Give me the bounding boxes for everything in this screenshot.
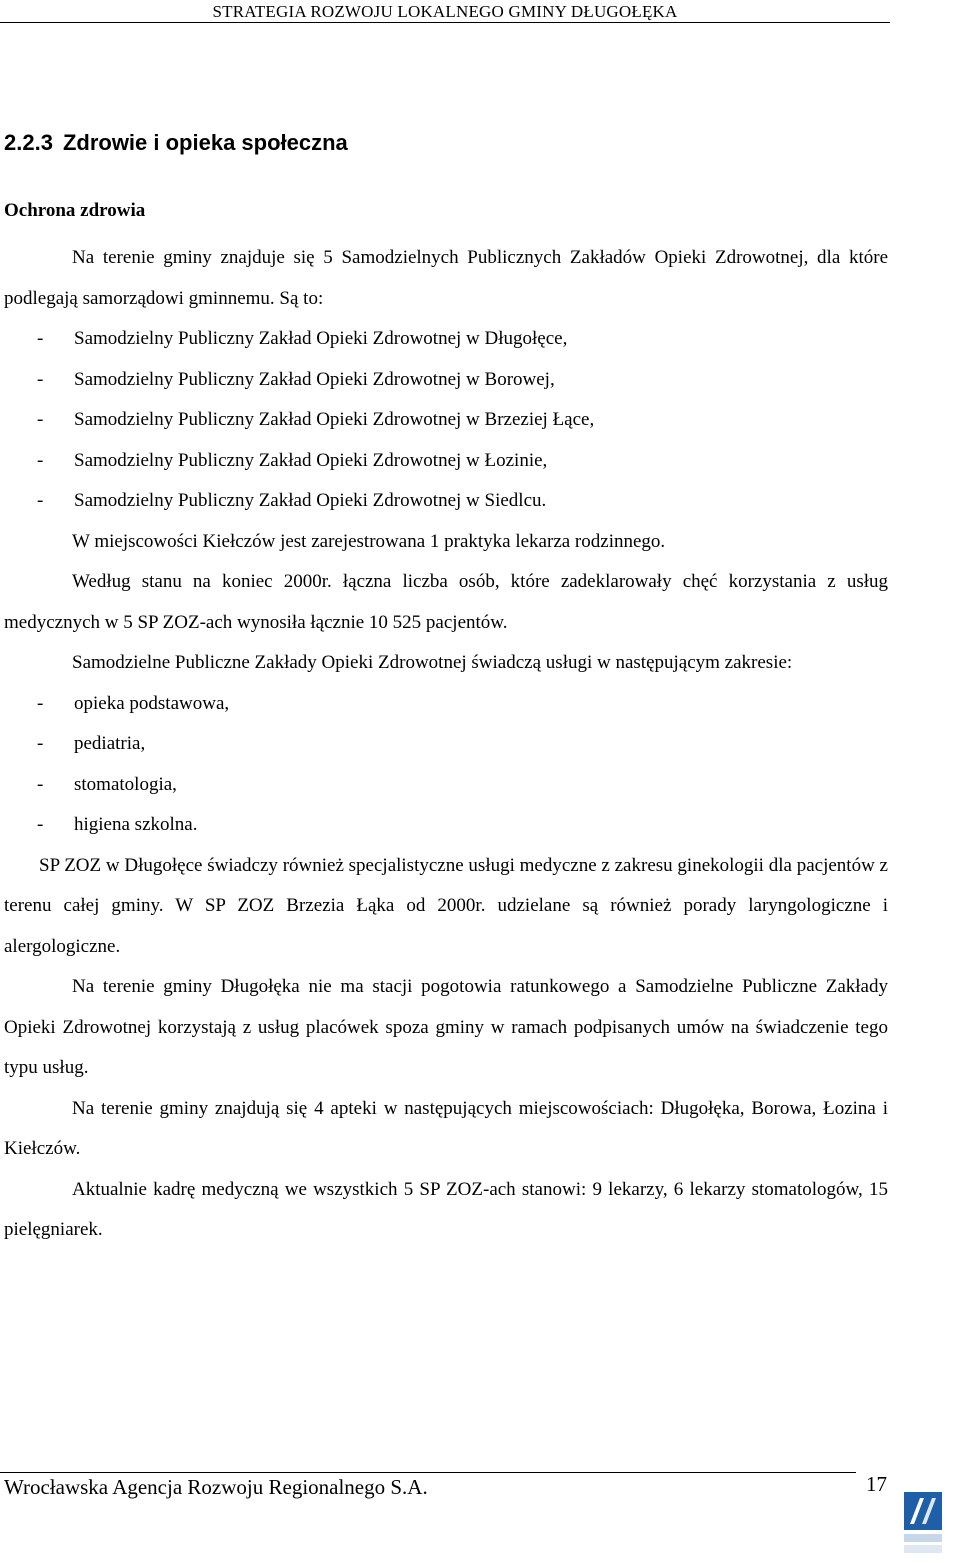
dash-bullet: -	[37, 692, 44, 714]
dash-bullet: -	[37, 773, 44, 795]
dash-bullet: -	[37, 449, 44, 471]
list-item: - Samodzielny Publiczny Zakład Opieki Zdrowotnej w Siedlcu.	[4, 481, 888, 522]
footer-organization: Wrocławska Agencja Rozwoju Regionalnego S.A.	[4, 1475, 428, 1499]
section-title: Zdrowie i opieka społeczna	[62, 130, 348, 155]
page-number: 17	[866, 1472, 887, 1496]
document-body	[4, 238, 888, 1251]
list-item: - Samodzielny Publiczny Zakład Opieki Zdrowotnej w Brzeziej Łące,	[4, 400, 888, 441]
intro-paragraph: Na terenie gminy znajduje się 5 Samodzielnych Publicznych Zakładów Opieki Zdrowotnej, dla które podlegają samorządowi gminnemu. Są to:	[4, 247, 888, 309]
list-item: - Samodzielny Publiczny Zakład Opieki Zdrowotnej w Łozinie,	[4, 441, 888, 482]
section-number: 2.2.3	[4, 130, 53, 155]
services-list	[4, 684, 888, 846]
patients-paragraph: Według stanu na koniec 2000r. łączna liczba osób, które zadeklarowały chęć korzystania z usług medycznych w 5 SP ZOZ-ach wynosiła łącznie 10 525 pacjentów.	[4, 571, 888, 633]
document-title: STRATEGIA ROZWOJU LOKALNEGO GMINY DŁUGOŁĘKA	[212, 2, 678, 21]
list-item: - opieka podstawowa,	[4, 684, 888, 725]
list-item: - stomatologia,	[4, 765, 888, 806]
list-item: - Samodzielny Publiczny Zakład Opieki Zdrowotnej w Długołęce,	[4, 319, 888, 360]
footer-divider	[0, 1472, 856, 1473]
services-paragraph: Samodzielne Publiczne Zakłady Opieki Zdrowotnej świadczą usługi w następującym zakresie:	[72, 652, 793, 673]
pharmacies-paragraph: Na terenie gminy znajdują się 4 apteki w następujących miejscowościach: Długołęka, Borowa, Łozina i Kiełczów.	[4, 1097, 888, 1159]
facilities-list	[4, 319, 888, 522]
section-heading	[4, 130, 348, 156]
kielczow-paragraph: W miejscowości Kiełczów jest zarejestrowana 1 praktyka lekarza rodzinnego.	[72, 530, 666, 552]
dash-bullet: -	[37, 733, 44, 754]
list-item: - pediatria,	[4, 724, 888, 765]
staff-paragraph: Aktualnie kadrę medyczną we wszystkich 5 SP ZOZ-ach stanowi: 9 lekarzy, 6 lekarzy stomatologów, 15 pielęgniarek.	[4, 1178, 888, 1240]
header-divider	[0, 22, 890, 23]
warr-logo	[900, 1490, 946, 1556]
dash-bullet: -	[37, 368, 44, 390]
page-header	[0, 0, 960, 30]
dash-bullet: -	[37, 490, 44, 511]
warr-logo-mark	[900, 1490, 946, 1556]
dash-bullet: -	[37, 328, 44, 349]
specialist-paragraph: SP ZOZ w Długołęce świadczy również specjalistyczne usługi medyczne z zakresu ginekologii dla pacjentów z terenu całej gminy. W SP ZOZ Brzezia Łąka od 2000r. udzielane są również porady laryngologiczne i alergologiczne.	[4, 854, 888, 957]
dash-bullet: -	[37, 409, 44, 430]
ambulance-paragraph: Na terenie gminy Długołęka nie ma stacji pogotowia ratunkowego a Samodzielne Publiczne Zakłady Opieki Zdrowotnej korzystają z usług placówek spoza gminy w ramach podpisanych umów na świadczenie tego typu usług.	[4, 976, 888, 1078]
dash-bullet: -	[37, 814, 44, 835]
list-item: - Samodzielny Publiczny Zakład Opieki Zdrowotnej w Borowej,	[4, 360, 888, 401]
list-item: - higiena szkolna.	[4, 805, 888, 846]
subheading: Ochrona zdrowia	[4, 200, 146, 221]
